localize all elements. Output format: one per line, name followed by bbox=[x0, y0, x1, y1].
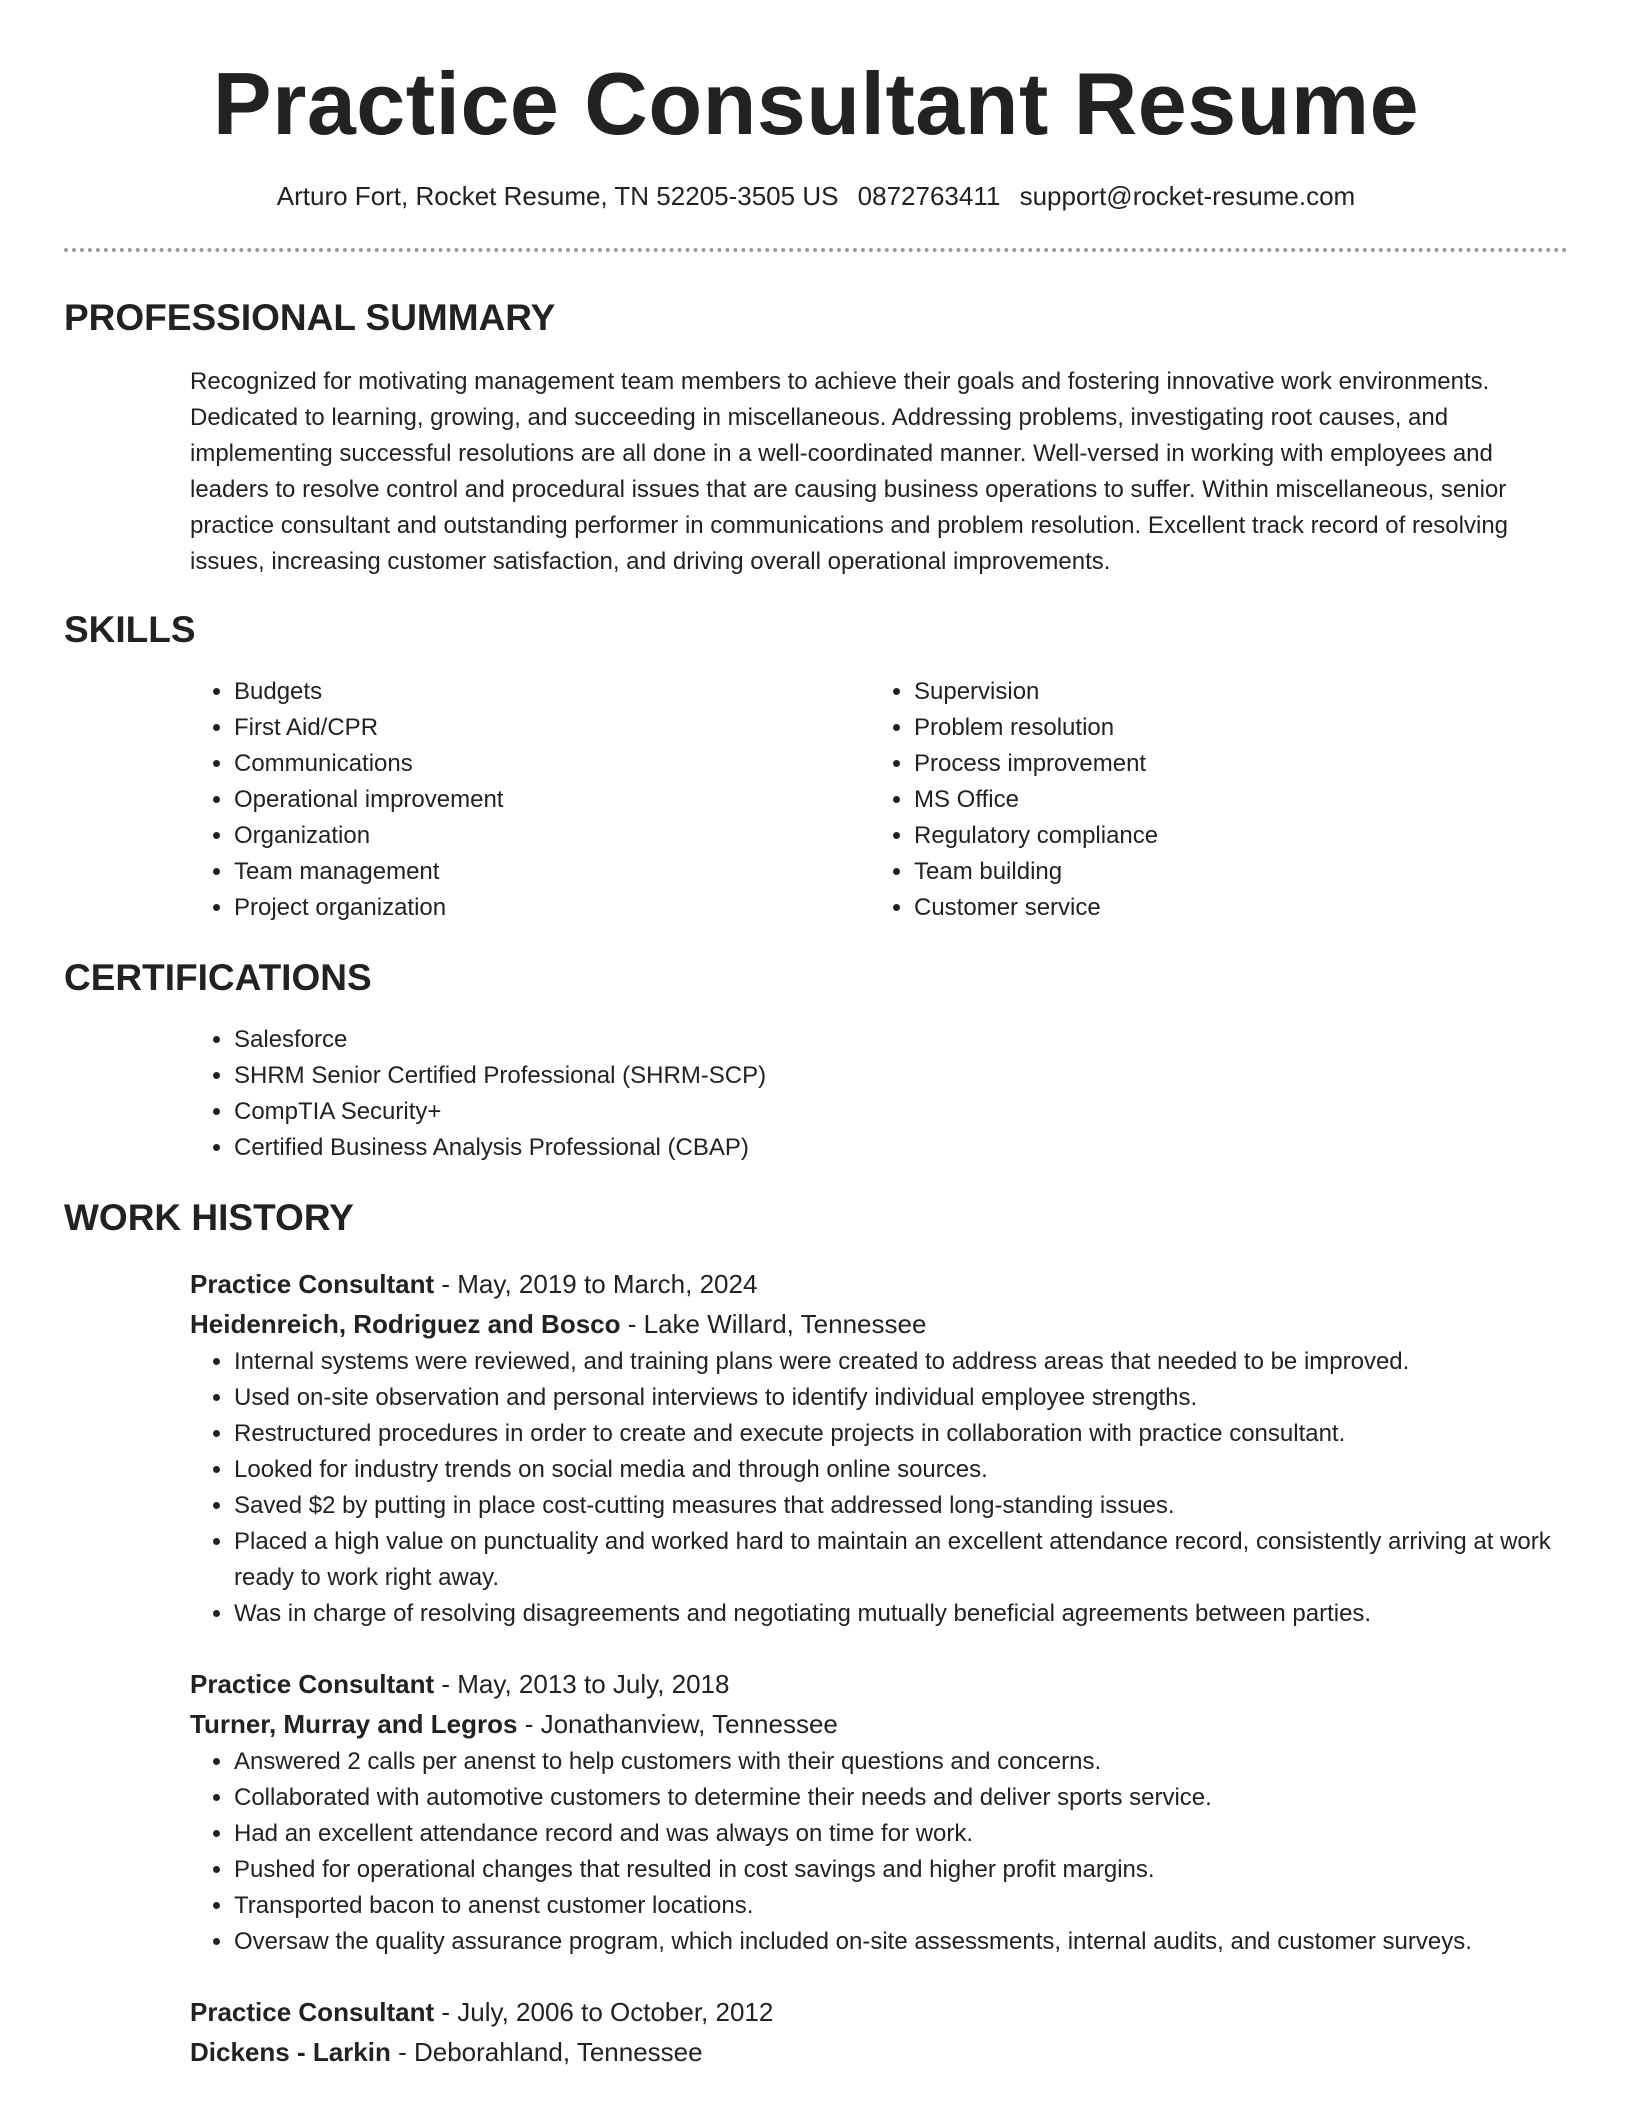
skills-column-left bbox=[190, 674, 870, 926]
summary-text: Recognized for motivating management team members to achieve their goals and fostering innovative work environments. Dedicated to learning, growing, and succeeding in miscellaneous. Addressing problems, investigating root causes, and implementing successful resolutions are all done in a well-coordinated manner. Well-versed in working with employees and leaders to resolve control and procedural issues that are causing business operations to suffer. Within miscellaneous, senior practice consultant and outstanding performer in communications and problem resolution. Excellent track record of resolving issues, increasing customer satisfaction, and driving overall operational improvements. bbox=[190, 368, 1509, 575]
job-location: - Jonathanview, Tennessee bbox=[517, 1709, 838, 1739]
job-title-line bbox=[190, 1264, 1568, 1304]
skill-item: • Budgets bbox=[234, 674, 870, 710]
skill-item: • Regulatory compliance bbox=[914, 818, 1550, 854]
job-dates: - July, 2006 to October, 2012 bbox=[434, 1997, 774, 2027]
job-title-line bbox=[190, 1664, 1568, 1704]
job-bullet: • Restructured procedures in order to create and execute projects in collaboration with practice consultant. bbox=[234, 1416, 1568, 1452]
job-bullet: • Pushed for operational changes that resulted in cost savings and higher profit margins. bbox=[234, 1852, 1568, 1888]
skill-item: • Operational improvement bbox=[234, 782, 870, 818]
work-history-heading: WORK HISTORY bbox=[64, 1197, 354, 1238]
job-bullet: • Saved $2 by putting in place cost-cutting measures that addressed long-standing issues. bbox=[234, 1488, 1568, 1524]
skill-item: • Organization bbox=[234, 818, 870, 854]
job-dates: - May, 2013 to July, 2018 bbox=[434, 1669, 730, 1699]
job-bullet: • Collaborated with automotive customers to determine their needs and deliver sports service. bbox=[234, 1780, 1568, 1816]
job-location: - Lake Willard, Tennessee bbox=[620, 1309, 927, 1339]
job-title: Practice Consultant bbox=[190, 1269, 435, 1299]
skill-item: • Process improvement bbox=[914, 746, 1550, 782]
skill-item: • First Aid/CPR bbox=[234, 710, 870, 746]
job-entry bbox=[64, 1264, 1568, 1632]
summary-heading: PROFESSIONAL SUMMARY bbox=[64, 297, 556, 338]
job-bullet: • Used on-site observation and personal interviews to identify individual employee strengths. bbox=[234, 1380, 1568, 1416]
job-company: Heidenreich, Rodriguez and Bosco bbox=[190, 1309, 621, 1339]
job-bullets bbox=[190, 1344, 1568, 1632]
job-location: - Deborahland, Tennessee bbox=[390, 2037, 703, 2067]
job-bullet: • Oversaw the quality assurance program, which included on-site assessments, internal audits, and customer surveys. bbox=[234, 1924, 1568, 1960]
contact-email: support@rocket-resume.com bbox=[1019, 181, 1356, 211]
skill-item: • Team management bbox=[234, 854, 870, 890]
job-title: Practice Consultant bbox=[190, 1669, 435, 1699]
certifications-list bbox=[64, 1022, 1568, 1166]
skill-item: • Problem resolution bbox=[914, 710, 1550, 746]
skills-list bbox=[64, 674, 1568, 926]
job-bullet: • Placed a high value on punctuality and worked hard to maintain an excellent attendance record, consistently arriving at work ready to work right away. bbox=[234, 1524, 1568, 1596]
job-bullet: • Was in charge of resolving disagreements and negotiating mutually beneficial agreements between parties. bbox=[234, 1596, 1568, 1632]
job-bullet: • Transported bacon to anenst customer locations. bbox=[234, 1888, 1568, 1924]
job-entry bbox=[64, 1664, 1568, 1960]
skill-item: • Supervision bbox=[914, 674, 1550, 710]
skill-item: • MS Office bbox=[914, 782, 1550, 818]
job-bullet: • Internal systems were reviewed, and training plans were created to address areas that needed to be improved. bbox=[234, 1344, 1568, 1380]
skills-column-right bbox=[870, 674, 1550, 926]
certifications-heading: CERTIFICATIONS bbox=[64, 957, 372, 998]
certification-item: • Certified Business Analysis Professional (CBAP) bbox=[234, 1130, 1568, 1166]
skill-item: • Team building bbox=[914, 854, 1550, 890]
job-bullet: • Answered 2 calls per anenst to help customers with their questions and concerns. bbox=[234, 1744, 1568, 1780]
certification-item: • Salesforce bbox=[234, 1022, 1568, 1058]
job-bullet: • Looked for industry trends on social media and through online sources. bbox=[234, 1452, 1568, 1488]
page-title: Practice Consultant Resume bbox=[212, 54, 1420, 153]
certification-item: • SHRM Senior Certified Professional (SHRM-SCP) bbox=[234, 1058, 1568, 1094]
job-company: Dickens - Larkin bbox=[190, 2037, 391, 2067]
job-company-line bbox=[190, 1704, 1568, 1744]
job-title: Practice Consultant bbox=[190, 1997, 435, 2027]
contact-address: Arturo Fort, Rocket Resume, TN 52205-3505 US bbox=[276, 181, 839, 211]
skills-heading: SKILLS bbox=[64, 609, 196, 650]
header-divider bbox=[64, 248, 1568, 252]
job-company-line bbox=[190, 1304, 1568, 1344]
skill-item: • Customer service bbox=[914, 890, 1550, 926]
job-bullet: • Had an excellent attendance record and was always on time for work. bbox=[234, 1816, 1568, 1852]
contact-phone: 0872763411 bbox=[857, 181, 1001, 211]
job-bullets bbox=[190, 1744, 1568, 1960]
skill-item: • Communications bbox=[234, 746, 870, 782]
job-entry bbox=[64, 1992, 1568, 2072]
certification-item: • CompTIA Security+ bbox=[234, 1094, 1568, 1130]
job-company: Turner, Murray and Legros bbox=[190, 1709, 518, 1739]
job-dates: - May, 2019 to March, 2024 bbox=[434, 1269, 758, 1299]
job-title-line bbox=[190, 1992, 1568, 2032]
job-company-line bbox=[190, 2032, 1568, 2072]
skill-item: • Project organization bbox=[234, 890, 870, 926]
contact-line bbox=[64, 178, 1568, 214]
